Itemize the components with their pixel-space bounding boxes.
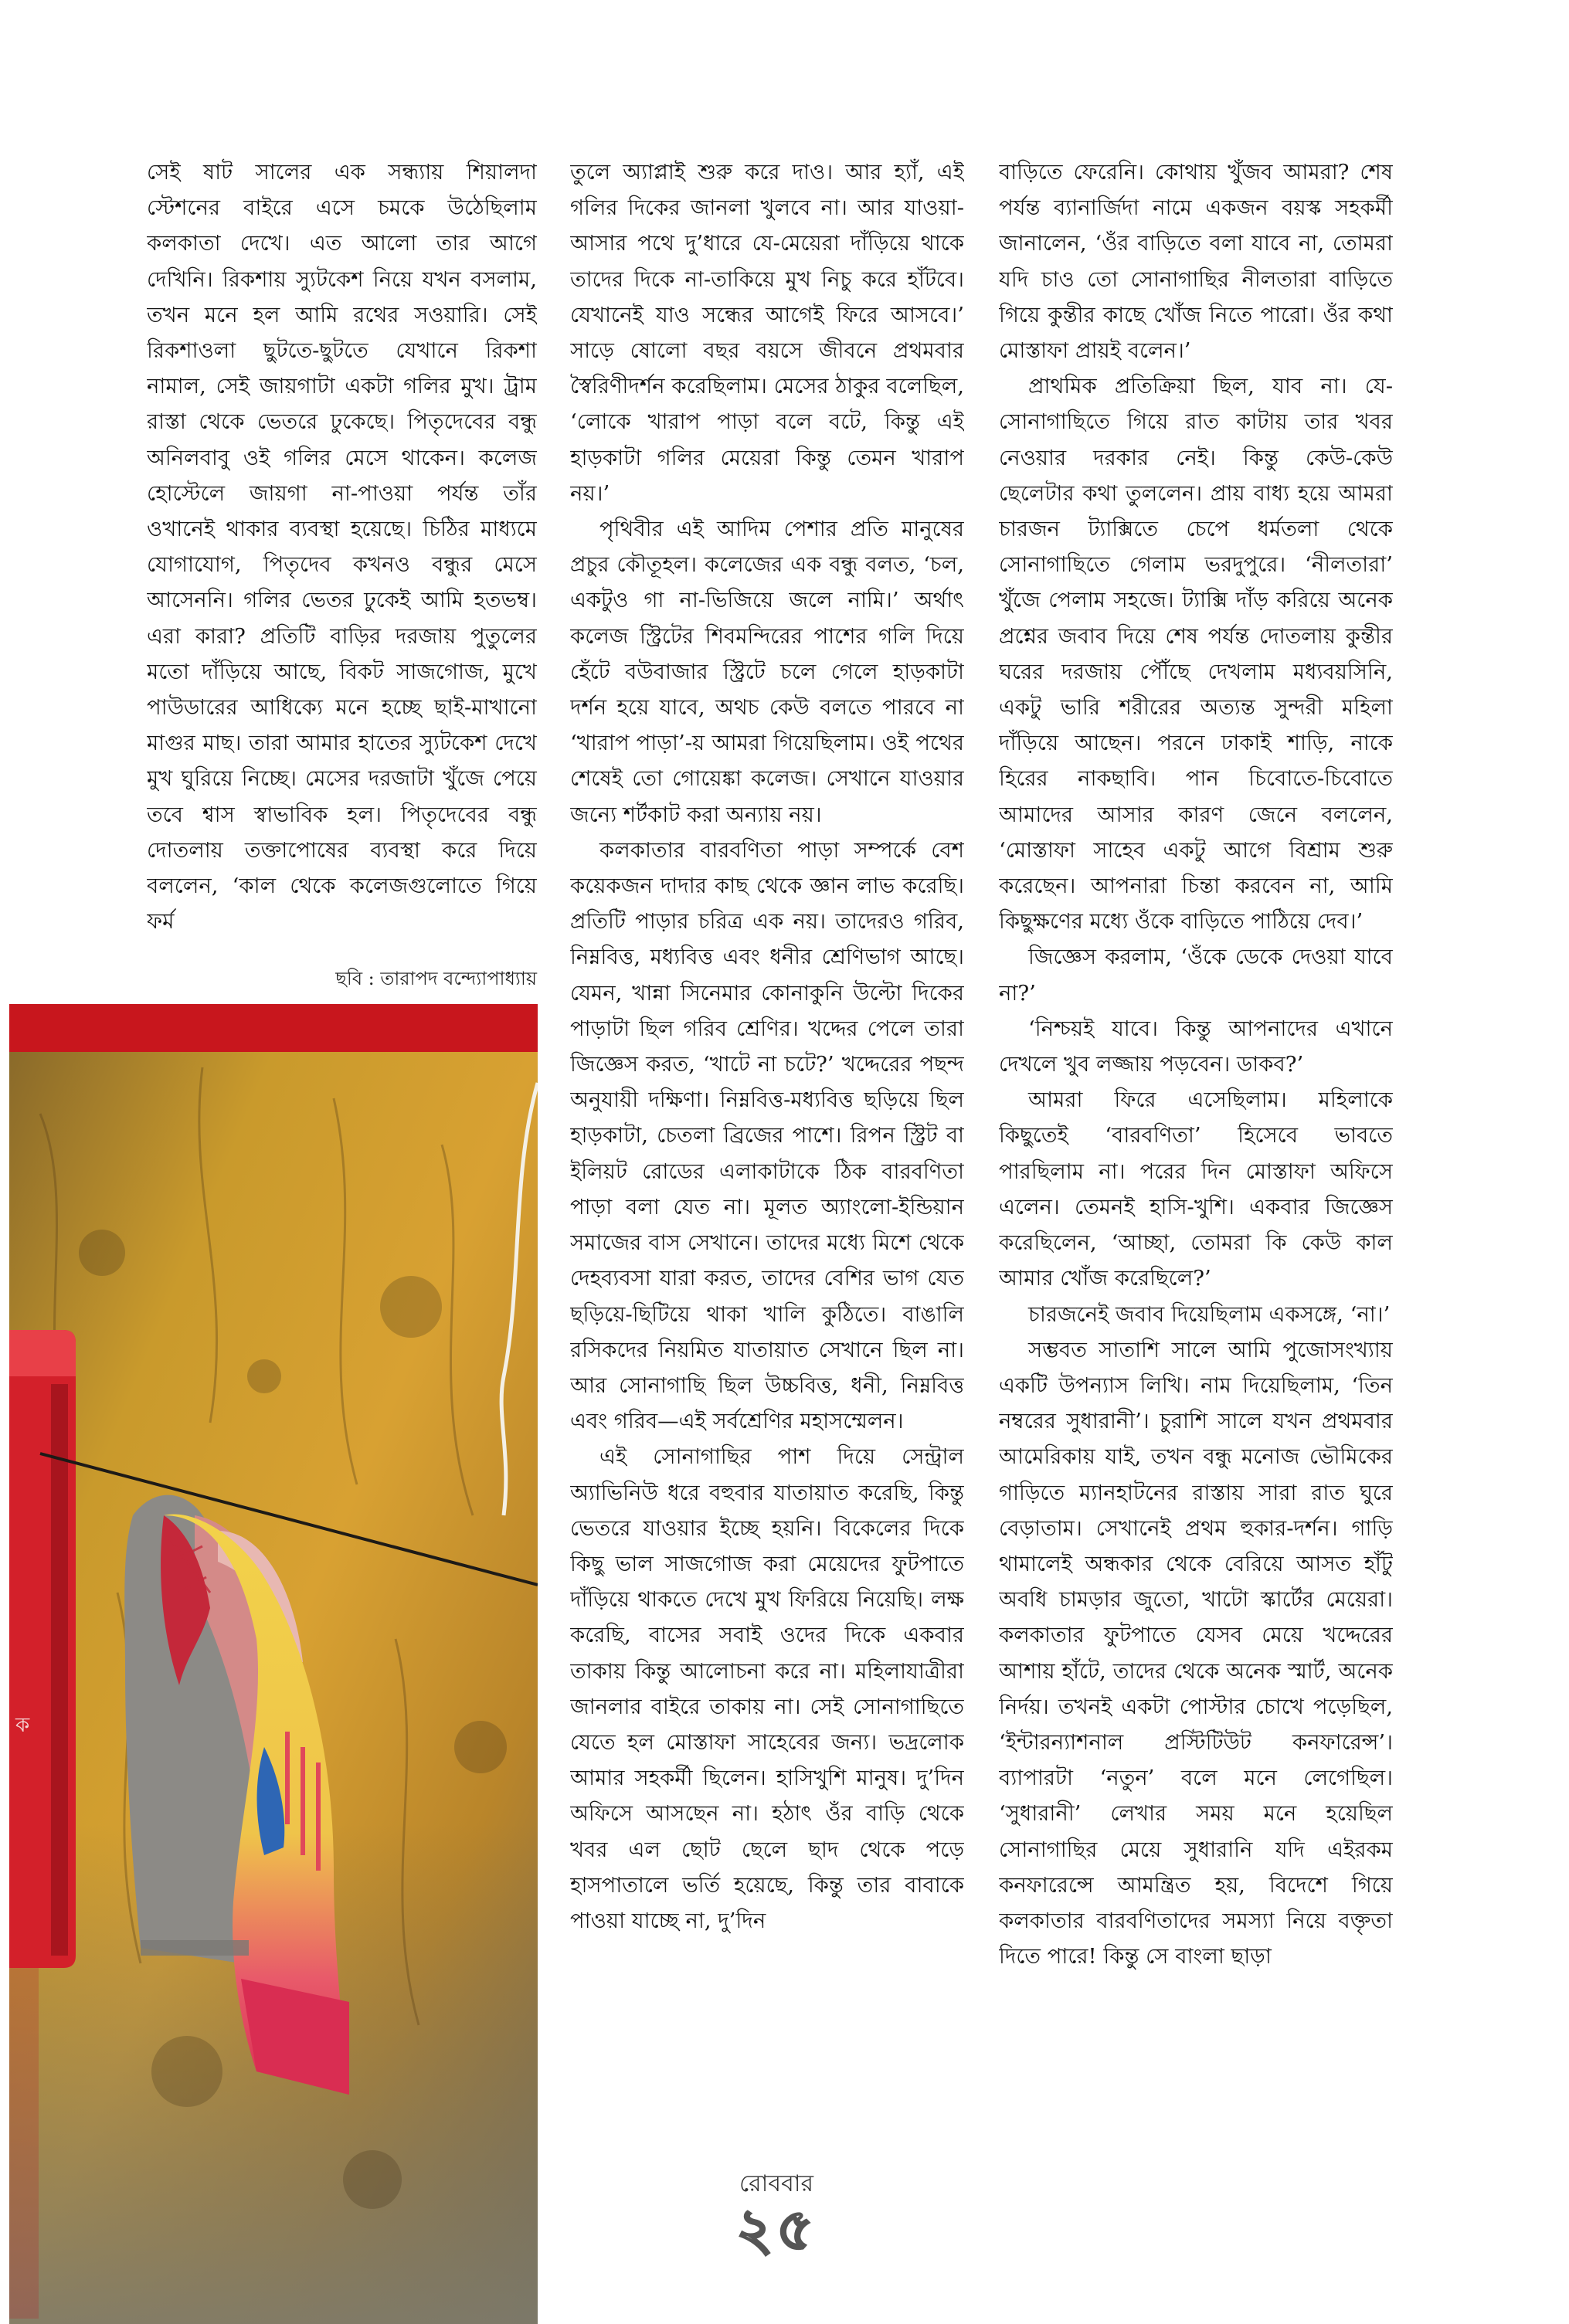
paragraph: আমরা ফিরে এসেছিলাম। মহিলাকে কিছুতেই ‘বারবণিতা’ হিসেবে ভাবতে পারছিলাম না। পরের দিন মোস্তাফা অফিসে এলেন। তেমনই হাসি-খুশি। একবার জিজ্ঞেস করেছিলেন, ‘আচ্ছা, তোমরা কি কেউ কাল আমার খোঁজ করেছিলে?’ (999, 1087, 1393, 1291)
paragraph: সেই ষাট সালের এক সন্ধ্যায় শিয়ালদা স্টেশনের বাইরে এসে চমকে উঠেছিলাম কলকাতা দেখে। এত আলো তার আগে দেখিনি। রিকশায় স্যুটকেশ নিয়ে যখন বসলাম, তখন মনে হল আমি রথের সওয়ারি। সেই রিকশাওলা ছুটতে-ছুটতে যেখানে রিকশা নামাল, সেই জায়গাটা একটা গলির মুখ। ট্রাম রাস্তা থেকে ভেতরে ঢুকেছে। পিতৃদেবের বন্ধু অনিলবাবু ওই গলির মেসে থাকেন। কলেজ হোস্টেলে জায়গা না-পাওয়া পর্যন্ত তাঁর ওখানেই থাকার ব্যবস্থা হয়েছে। চিঠির মাধ্যমে যোগাযোগ, পিতৃদেব কখনও বন্ধুর মেসে আসেননি। গলির ভেতর ঢুকেই আমি হতভম্ব। এরা কারা? প্রতিটি বাড়ির দরজায় পুতুলের মতো দাঁড়িয়ে আছে, বিকট সাজগোজ, মুখে পাউডারের আধিক্যে মনে হচ্ছে ছাই-মাখানো মাগুর মাছ। তারা আমার হাতের স্যুটকেশ দেখে মুখ ঘুরিয়ে নিচ্ছে। মেসের দরজাটা খুঁজে পেয়ে তবে শ্বাস স্বাভাবিক হল। পিতৃদেবের বন্ধু দোতলায় তক্তাপোষের ব্যবস্থা করে দিয়ে বললেন, ‘কাল থেকে কলেজগুলোতে গিয়ে ফর্ম (147, 160, 537, 935)
article-photo (9, 1052, 538, 2324)
red-accent-band (9, 1004, 538, 1052)
page-number: ২৫ (735, 2197, 817, 2263)
paragraph: এই সোনাগাছির পাশ দিয়ে সেন্ট্রাল অ্যাভিনিউ ধরে বহুবার যাতায়াত করেছি, কিন্তু ভেতরে যাওয়ার ইচ্ছে হয়নি। বিকেলের দিকে কিছু ভাল সাজগোজ করা মেয়েদের ফুটপাতে দাঁড়িয়ে থাকতে দেখে মুখ ফিরিয়ে নিয়েছি। লক্ষ করেছি, বাসের সবাই ওদের দিকে একবার তাকায় কিন্তু আলোচনা করে না। মহিলাযাত্রীরা জানলার বাইরে তাকায় না। সেই সোনাগাছিতে যেতে হল মোস্তাফা সাহেবের জন্য। ভদ্রলোক আমার সহকর্মী ছিলেন। হাসিখুশি মানুষ। দু’দিন অফিসে আসছেন না। হঠাৎ ওঁর বাড়ি থেকে খবর এল ছোট ছেলে ছাদ থেকে পড়ে হাসপাতালে ভর্তি হয়েছে, কিন্তু তার বাবাকে পাওয়া যাচ্ছে না, দু’দিন (570, 1444, 964, 1933)
paragraph: ‘নিশ্চয়ই যাবে। কিন্তু আপনাদের এখানে দেখলে খুব লজ্জায় পড়বেন। ডাকব?’ (999, 1016, 1393, 1077)
paragraph: জিজ্ঞেস করলাম, ‘ওঁকে ডেকে দেওয়া যাবে না?’ (999, 945, 1393, 1006)
paragraph: তুলে অ্যাপ্লাই শুরু করে দাও। আর হ্যাঁ, এই গলির দিকের জানলা খুলবে না। আর যাওয়া-আসার পথে দু’ধারে যে-মেয়েরা দাঁড়িয়ে থাকে তাদের দিকে না-তাকিয়ে মুখ নিচু করে হাঁটবে। যেখানেই যাও সন্ধের আগেই ফিরে আসবে।’ সাড়ে ষোলো বছর বয়সে জীবনে প্রথমবার স্বৈরিণীদর্শন করেছিলাম। মেসের ঠাকুর বলেছিল, ‘লোকে খারাপ পাড়া বলে বটে, কিন্তু এই হাড়কাটা গলির মেয়েরা কিন্তু তেমন খারাপ নয়।’ (570, 160, 964, 506)
svg-text:ক: ক (15, 1714, 30, 1737)
article-column-1 (147, 154, 537, 954)
article-column-2 (570, 154, 964, 2166)
paragraph: পৃথিবীর এই আদিম পেশার প্রতি মানুষের প্রচুর কৌতূহল। কলেজের এক বন্ধু বলত, ‘চল, একটুও গা না-ভিজিয়ে জলে নামি।’ অর্থাৎ কলেজ স্ট্রিটের শিবমন্দিরের পাশের গলি দিয়ে হেঁটে বউবাজার স্ট্রিটে চলে গেলে হাড়কাটা দর্শন হয়ে যাবে, অথচ কেউ বলতে পারবে না ‘খারাপ পাড়া’-য় আমরা গিয়েছিলাম। ওই পথের শেষেই তো গোয়েঙ্কা কলেজ। সেখানে যাওয়ার জন্যে শর্টকাট করা অন্যায় নয়। (570, 517, 964, 827)
paragraph: প্রাথমিক প্রতিক্রিয়া ছিল, যাব না। যে-সোনাগাছিতে গিয়ে রাত কাটায় তার খবর নেওয়ার দরকার নেই। কিন্তু কেউ-কেউ ছেলেটার কথা তুললেন। প্রায় বাধ্য হয়ে আমরা চারজন ট্যাক্সিতে চেপে ধর্মতলা থেকে সোনাগাছিতে গেলাম ভরদুপুরে। ‘নীলতারা’ খুঁজে পেলাম সহজে। ট্যাক্সি দাঁড় করিয়ে অনেক প্রশ্নের জবাব দিয়ে শেষ পর্যন্ত দোতলায় কুন্তীর ঘরের দরজায় পৌঁছে দেখলাম মধ্যবয়সিনি, একটু ভারি শরীরের অত্যন্ত সুন্দরী মহিলা দাঁড়িয়ে আছেন। পরনে ঢাকাই শাড়ি, নাকে হিরের নাকছাবি। পান চিবোতে-চিবোতে আমাদের আসার কারণ জেনে বললেন, ‘মোস্তাফা সাহেব একটু আগে বিশ্রাম শুরু করেছেন। আপনারা চিন্তা করবেন না, আমি কিছুক্ষণের মধ্যে ওঁকে বাড়িতে পাঠিয়ে দেব।’ (999, 374, 1393, 935)
article-column-3 (999, 154, 1393, 2166)
paragraph: কলকাতার বারবণিতা পাড়া সম্পর্কে বেশ কয়েকজন দাদার কাছ থেকে জ্ঞান লাভ করেছি। প্রতিটি পাড়ার চরিত্র এক নয়। তাদেরও গরিব, নিম্নবিত্ত, মধ্যবিত্ত এবং ধনীর শ্রেণিভাগ আছে। যেমন, খান্না সিনেমার কোনাকুনি উল্টো দিকের পাড়াটা ছিল গরিব শ্রেণির। খদ্দের পেলে তারা জিজ্ঞেস করত, ‘খাটে না চটে?’ খদ্দেরের পছন্দ অনুযায়ী দক্ষিণা। নিম্নবিত্ত-মধ্যবিত্ত ছড়িয়ে ছিল হাড়কাটা, চেতলা ব্রিজের পাশে। রিপন স্ট্রিট বা ইলিয়ট রোডের এলাকাটাকে ঠিক বারবণিতা পাড়া বলা যেত না। মূলত অ্যাংলো-ইন্ডিয়ান সমাজের বাস সেখানে। তাদের মধ্যে মিশে থেকে দেহব্যবসা যারা করত, তাদের বেশির ভাগ যেত ছড়িয়ে-ছিটিয়ে থাকা খালি কুঠিতে। বাঙালি রসিকদের নিয়মিত যাতায়াত সেখানে ছিল না। আর সোনাগাছি ছিল উচ্চবিত্ত, ধনী, নিম্নবিত্ত এবং গরিব—এই সর্বশ্রেণির মহাসম্মেলন। (570, 837, 964, 1434)
paragraph: সম্ভবত সাতাশি সালে আমি পুজোসংখ্যায় একটি উপন্যাস লিখি। নাম দিয়েছিলাম, ‘তিন নম্বরের সুধারানী’। চুরাশি সালে যখন প্রথমবার আমেরিকায় যাই, তখন বন্ধু মনোজ ভৌমিকের গাড়িতে ম্যানহাটনের রাস্তায় সারা রাত ঘুরে বেড়াতাম। সেখানেই প্রথম হুকার-দর্শন। গাড়ি থামালেই অন্ধকার থেকে বেরিয়ে আসত হাঁটু অবধি চামড়ার জুতো, খাটো স্কার্টের মেয়েরা। কলকাতার ফুটপাতে যেসব মেয়ে খদ্দেরের আশায় হাঁটে, তাদের থেকে অনেক স্মার্ট, অনেক নির্দয়। তখনই একটা পোস্টার চোখে পড়েছিল, ‘ইন্টারন্যাশনাল প্রস্টিটিউট কনফারেন্স’। ব্যাপারটা ‘নতুন’ বলে মনে লেগেছিল। ‘সুধারানী’ লেখার সময় মনে হয়েছিল সোনাগাছির মেয়ে সুধারানি যদি এইরকম কনফারেন্সে আমন্ত্রিত হয়, বিদেশে গিয়ে কলকাতার বারবণিতাদের সমস্যা নিয়ে বক্তৃতা দিতে পারে! কিন্তু সে বাংলা ছাড়া (999, 1337, 1393, 1969)
paragraph: বাড়িতে ফেরেনি। কোথায় খুঁজব আমরা? শেষ পর্যন্ত ব্যানার্জিদা নামে একজন বয়স্ক সহকর্মী জানালেন, ‘ওঁর বাড়িতে বলা যাবে না, তোমরা যদি চাও তো সোনাগাছির নীলতারা বাড়িতে গিয়ে কুন্তীর কাছে খোঁজ নিতে পারো। ওঁর কথা মোস্তাফা প্রায়ই বলেন।’ (999, 160, 1393, 364)
page-folio (703, 2169, 850, 2263)
magazine-name: রোববার (739, 2170, 813, 2197)
photo-credit: ছবি : তারাপদ বন্দ্যোপাধ্যায় (335, 968, 537, 989)
paragraph: চারজনেই জবাব দিয়েছিলাম একসঙ্গে, ‘না।’ (1028, 1301, 1391, 1327)
